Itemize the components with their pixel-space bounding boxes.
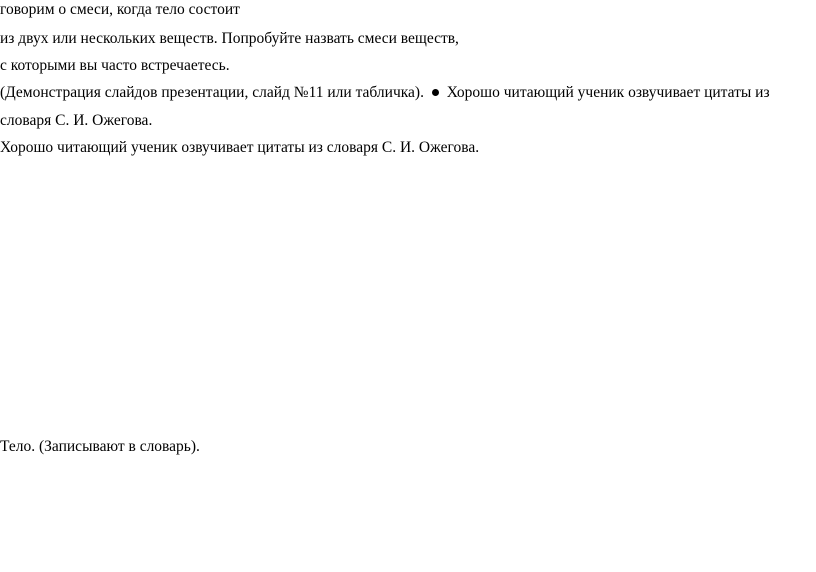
text-line-1: говорим о смеси, когда тело состоит (0, 1, 240, 18)
text-line-3: с которыми вы часто встречаетесь. (0, 57, 230, 74)
bullet-icon (432, 89, 439, 96)
text-line-6: Хорошо читающий ученик озвучивает цитаты из словаря С. И. Ожегова. (0, 139, 480, 156)
reader-note-start: Хорошо читающий ученик озвучивает цитаты из (446, 84, 770, 101)
text-line-4 (0, 83, 770, 103)
text-line-2: из двух или нескольких веществ. Попробуйте назвать смеси веществ, (0, 30, 459, 47)
demo-note: (Демонстрация слайдов презентации, слайд №11 или табличка). (0, 84, 424, 101)
text-line-7: Тело. (Записывают в словарь). (0, 438, 200, 455)
text-line-5: словаря С. И. Ожегова. (0, 112, 153, 129)
